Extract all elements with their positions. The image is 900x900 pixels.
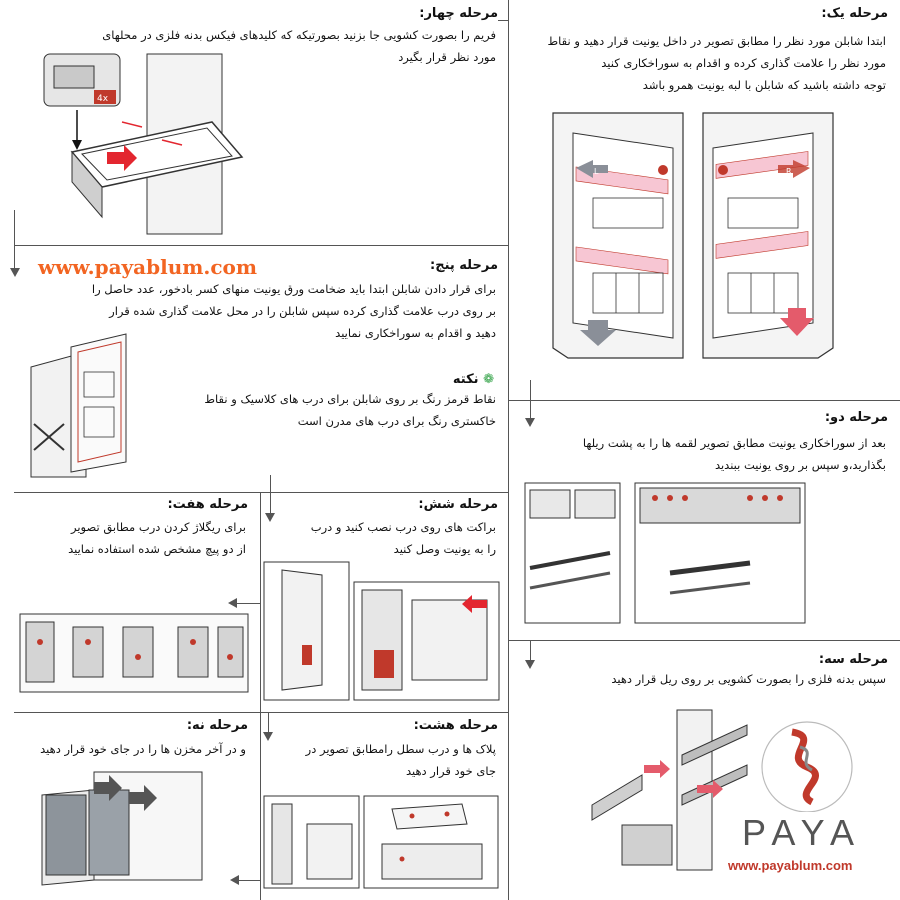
- step-four-title: مرحله چهار:: [419, 6, 498, 21]
- step-nine-line: و در آخر مخزن ها را در جای خود قرار دهید: [40, 742, 246, 756]
- flow-2-3-shaft: [530, 640, 531, 662]
- step-four-line: مورد نظر قرار بگیرد: [398, 50, 496, 64]
- step-three-illustration: [582, 705, 762, 880]
- flow-arrow-down-icon: [10, 268, 20, 277]
- step-eight-text: [271, 738, 496, 782]
- divider-step1-bottom: [508, 400, 900, 401]
- step-two-line: بگذارید،و سپس بر روی یونیت ببندید: [714, 458, 886, 472]
- step-one-line: ابتدا شابلن مورد نظر را مطابق تصویر در داخل یونیت قرار دهید و نقاط: [547, 34, 886, 48]
- flow-3-4-shaft: [498, 20, 508, 21]
- paya-logo-icon: [752, 712, 862, 812]
- step-six-line: را به یونیت وصل کنید: [393, 542, 496, 556]
- website-url-top[interactable]: www.payablum.com: [38, 255, 258, 279]
- divider-row-7-9: [14, 712, 508, 713]
- step-six-illustration: [262, 560, 502, 702]
- step-seven-text: [16, 516, 246, 560]
- flow-8-9-shaft: [238, 880, 260, 881]
- flow-6-7-shaft: [236, 603, 260, 604]
- step-seven-line: برای ریگلاژ کردن درب مطابق تصویر: [71, 520, 246, 534]
- step-four-illustration: [42, 52, 282, 242]
- step-five-line: دهید و اقدام به سوراخکاری نمایید: [335, 326, 496, 340]
- count-badge: 4x: [97, 94, 109, 104]
- step-six-title: مرحله شش:: [418, 497, 498, 512]
- step-five-title: مرحله پنج:: [430, 258, 498, 273]
- flow-arrow-left-icon: [230, 875, 239, 885]
- divider-step4-bottom: [14, 245, 508, 246]
- flow-arrow-left-icon: [228, 598, 237, 608]
- step-six-line: براکت های روی درب نصب کنید و درب: [310, 520, 496, 534]
- step-two-title: مرحله دو:: [824, 410, 888, 425]
- step-seven-title: مرحله هفت:: [167, 497, 248, 512]
- step-five-illustration: [26, 332, 136, 482]
- step-eight-title: مرحله هشت:: [413, 718, 498, 733]
- step-eight-line: پلاک ها و درب سطل رامطابق تصویر در: [305, 742, 496, 756]
- step-three-text: [526, 668, 886, 690]
- step-one-line: مورد نظر را علامت گذاری کرده و اقدام به سوراخکاری کنید: [601, 56, 886, 70]
- step-one-text: [506, 30, 886, 96]
- step-nine-title: مرحله نه:: [186, 718, 248, 733]
- step-one-title: مرحله یک:: [821, 6, 888, 21]
- step-one-line: توجه داشته باشید که شابلن با لبه یونیت همرو باشد: [642, 78, 886, 92]
- step-four-line: فریم را بصورت کشویی جا بزنید بصورتیکه که کلیدهای فیکس بدنه فلزی در محلهای: [102, 28, 496, 42]
- note-text: [156, 388, 496, 432]
- flow-7-8-shaft: [268, 712, 269, 734]
- step-nine-text: [11, 738, 246, 760]
- website-url-bottom[interactable]: www.payablum.com: [728, 858, 853, 873]
- step-eight-line: جای خود قرار دهید: [405, 764, 496, 778]
- divider-step4-left: [14, 210, 15, 246]
- step-five-line: برای قرار دادن شابلن ابتدا باید ضخامت ورق یونیت منهای کسر بادخور، عدد حاصل را: [91, 282, 496, 296]
- step-seven-illustration: [18, 612, 250, 694]
- step-two-text: [506, 432, 886, 476]
- step-one-illustration: [548, 108, 838, 370]
- divider-step2-bottom: [508, 640, 900, 641]
- note-flower-icon: ❁: [483, 372, 494, 387]
- divider-col-6-7: [260, 492, 261, 712]
- flow-5-6-shaft: [270, 475, 271, 515]
- paya-logo-wordmark: PAYA: [742, 812, 863, 853]
- divider-col-8-9: [260, 712, 261, 900]
- step-two-illustration: [520, 478, 810, 628]
- note-title-text: نکته: [452, 372, 479, 387]
- step-three-line: سپس بدنه فلزی را بصورت کشویی بر روی ریل قرار دهید: [611, 672, 886, 686]
- left-template-marker: L: [594, 167, 599, 176]
- right-template-marker: R: [786, 167, 792, 176]
- step-eight-illustration: [262, 794, 500, 890]
- divider-step5-bottom: [14, 492, 508, 493]
- flow-arrow-down-icon: [525, 418, 535, 427]
- step-six-text: [271, 516, 496, 560]
- step-three-title: مرحله سه:: [818, 652, 888, 667]
- flow-arrow-shaft: [14, 245, 15, 269]
- flow-1-2-shaft: [530, 380, 531, 420]
- note-line: نقاط قرمز رنگ بر روی شابلن برای درب های کلاسیک و نقاط: [204, 392, 496, 406]
- step-two-line: بعد از سوراخکاری یونیت مطابق تصویر لقمه ها را به پشت ریلها: [582, 436, 886, 450]
- note-line: خاکستری رنگ برای درب های مدرن است: [297, 414, 496, 428]
- note-title: [453, 372, 494, 387]
- step-seven-line: از دو پیچ مشخص شده استفاده نمایید: [68, 542, 246, 556]
- step-five-line: بر روی درب علامت گذاری کرده سپس شابلن را در محل علامت گذاری شده قرار: [109, 304, 496, 318]
- step-nine-illustration: [34, 770, 204, 890]
